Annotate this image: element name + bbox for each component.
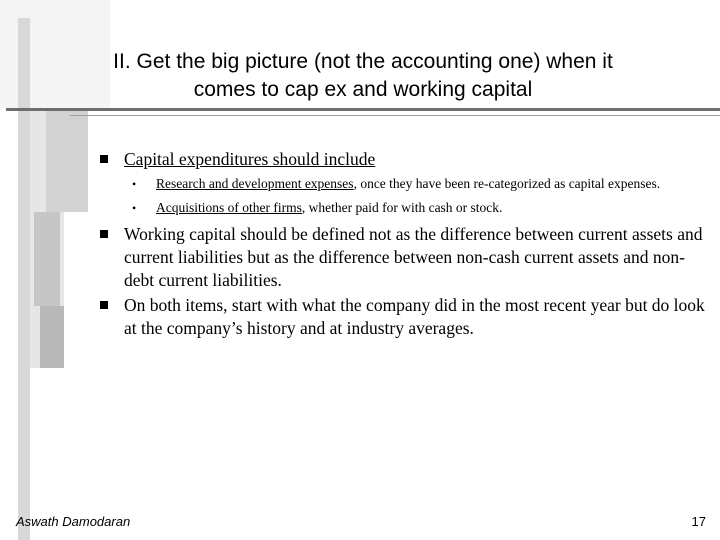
page-number: 17: [691, 514, 706, 529]
slide-title: II. Get the big picture (not the accounting one) when it comes to cap ex and working capital: [113, 50, 613, 101]
decor-bar: [34, 212, 60, 306]
sub-bullet-text: , once they have been re-categorized as capital expenses.: [353, 176, 661, 191]
sub-bullet-list: [124, 175, 706, 217]
bullet-text: Working capital should be defined not as the difference between current assets and current liabilities but as the difference between non-cash current assets and non-debt current liabilities.: [124, 224, 703, 290]
decor-bar: [46, 108, 88, 212]
dot-bullet-icon: •: [132, 177, 137, 191]
bullet-text: On both items, start with what the company did in the most recent year but do look at the company’s history and at industry averages.: [124, 295, 705, 338]
title-divider-thin: [70, 115, 720, 116]
bullet-capex: [96, 148, 706, 217]
square-bullet-icon: [100, 301, 108, 309]
decor-bar: [40, 306, 64, 368]
square-bullet-icon: [100, 155, 108, 163]
sub-bullet-underlined: Research and development expenses: [156, 176, 354, 191]
bullet-working-capital: [96, 223, 706, 292]
sub-bullet-underlined: Acquisitions of other firms: [156, 200, 302, 215]
sub-bullet-rnd: [124, 175, 706, 193]
sub-bullet-text: , whether paid for with cash or stock.: [301, 200, 503, 215]
bullet-both-items: [96, 294, 706, 340]
square-bullet-icon: [100, 230, 108, 238]
dot-bullet-icon: •: [132, 201, 137, 215]
sub-bullet-acquisitions: [124, 199, 706, 217]
title-divider: [6, 108, 720, 111]
decor-bar: [18, 18, 30, 540]
footer-author: Aswath Damodaran: [16, 514, 131, 529]
bullet-list: [96, 148, 706, 340]
bullet-text: Capital expenditures should include: [124, 149, 376, 169]
